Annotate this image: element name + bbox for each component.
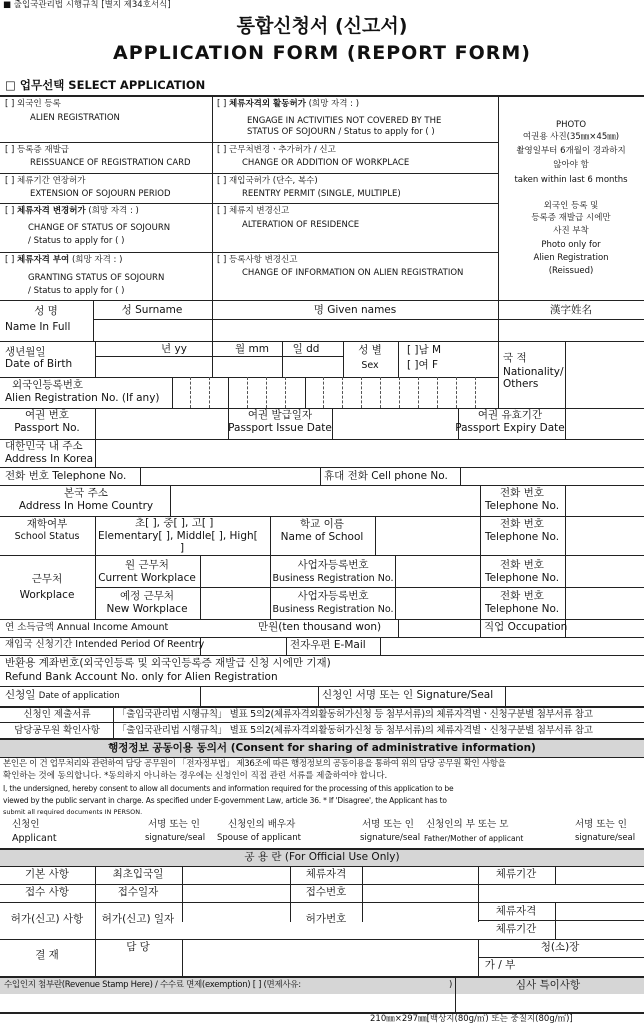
passport-issue-label-en: Passport Issue Date: [228, 422, 332, 434]
consent-parent-sign[interactable]: 서명 또는 인: [575, 819, 627, 830]
chief-label: 청(소)장: [540, 941, 580, 953]
school-level-korean[interactable]: 초[ ], 중[ ], 고[ ]: [135, 517, 214, 529]
dob-label: 생년월일: [5, 346, 46, 358]
permit-period-label: 체류기간: [495, 923, 537, 935]
school-status-label: 재학여부: [26, 518, 68, 530]
cellphone-label: 휴대 전화 Cell phone No.: [324, 470, 448, 482]
current-workplace-label: 원 근무처: [125, 559, 169, 571]
hanja-name-label: 漢字姓名: [550, 304, 592, 316]
applicant-documents-text: 「출입국관리법 시행규칙」 별표 5의2(체류자격외활동허가신청 등 첨부서류)의 체류자격별ㆍ신청구분별 첨부서류 참고: [117, 709, 593, 720]
occupation-label: 직업 Occupation: [484, 621, 568, 633]
income-unit: 만원(ten thousand won): [258, 621, 382, 633]
law-reference: ■ 출입국관리법 시행규칙 [별지 제34호서식]: [3, 0, 171, 10]
application-date-label: 신청일: [5, 689, 36, 701]
consent-text-en-2: viewed by the public servant in charge. As specified under E-government Law, article 36. * If 'Disagree', the Applicant has to: [3, 796, 447, 805]
home-address-label-en: Address In Home Country: [18, 500, 154, 512]
nationality-label-en: Nationality/: [503, 366, 564, 378]
workplace-label-en: Workplace: [19, 589, 75, 601]
school-name-label-en: Name of School: [280, 531, 364, 543]
consent-spouse-sign[interactable]: 서명 또는 인: [362, 819, 414, 830]
arn-label-en: Alien Registration No. (If any): [5, 392, 160, 404]
income-label: 연 소득금액 Annual Income Amount: [5, 622, 169, 633]
home-address-label: 본국 주소: [64, 487, 108, 499]
new-workplace-label-en: New Workplace: [106, 603, 188, 615]
consent-parent-label-en: Father/Mother of applicant: [424, 834, 524, 843]
consent-text-ko-1: 본인은 이 건 업무처리와 관련하여 담당 공무원이 「전자정부법」 제36조에 따른 행정정보의 공동이용을 통하여 위의 담당 공무원 확인 사항을: [3, 759, 506, 769]
officer-check-text: 「출입국관리법 시행규칙」 별표 5의2(체류자격외활동허가신청 등 첨부서류)의 체류자격별ㆍ신청구분별 첨부서류 참고: [117, 725, 593, 736]
current-work-tel-label-en: Telephone No.: [484, 572, 560, 584]
officer-check-label: 담당공무원 확인사항: [14, 725, 100, 736]
school-level-bracket: ]: [180, 542, 185, 554]
new-work-tel-label-en: Telephone No.: [484, 603, 560, 615]
consent-applicant-sign-en: signature/seal: [145, 833, 206, 843]
passport-expiry-label: 여권 유효기간: [477, 409, 543, 421]
application-date-label-en: Date of application: [38, 691, 120, 701]
dob-year-label: 년 yy: [161, 343, 187, 355]
passport-no-label: 여권 번호: [25, 409, 69, 421]
review-notes-label: 심사 특이사항: [515, 979, 581, 991]
sex-male-checkbox[interactable]: [ ]남 M: [407, 344, 442, 356]
passport-expiry-label-en: Passport Expiry Date: [455, 422, 565, 434]
email-label: 전자우편 E-Mail: [290, 639, 366, 651]
school-status-label-en: School Status: [14, 531, 80, 542]
refund-account-label-en: Refund Bank Account No. only for Alien Registration: [5, 671, 278, 683]
name-label-en: Name In Full: [5, 321, 71, 333]
first-entry-label: 최초입국일: [112, 868, 164, 880]
receipt-no-label: 접수번호: [305, 886, 347, 898]
sex-label-en: Sex: [361, 360, 379, 371]
address-korea-label: 대한민국 내 주소: [5, 440, 83, 452]
select-application-title: □ 업무선택 SELECT APPLICATION: [5, 78, 206, 92]
basic-info-label: 기본 사항: [25, 868, 69, 880]
title-korean: 통합신청서 (신고서): [236, 15, 408, 37]
receipt-info-label: 접수 사항: [25, 886, 69, 898]
consent-text-ko-2: 확인하는 것에 동의합니다. *동의하지 아니하는 경우에는 신청인이 직접 관련 서류를 제출하여야 합니다.: [3, 771, 388, 781]
revenue-stamp-label[interactable]: 수입인지 첨부란(Revenue Stamp Here) / 수수료 면제(exemption) [ ] (면제사유:: [4, 980, 301, 990]
applicant-documents-label: 신청인 제출서류: [23, 709, 91, 720]
permit-date-label: 허가(신고) 일자: [101, 913, 175, 925]
approval-label: 결 재: [35, 949, 59, 961]
paper-spec: 210㎜×297㎜[백상지(80g/㎡) 또는 중질지(80g/㎡)]: [370, 1014, 573, 1024]
passport-issue-label: 여권 발급일자: [247, 409, 313, 421]
address-korea-label-en: Address In Korea: [5, 453, 94, 465]
consent-spouse-sign-en: signature/seal: [360, 833, 421, 843]
arn-label: 외국인등록번호: [12, 379, 84, 391]
refund-account-label: 반환용 계좌번호(외국인등록 및 외국인등록증 재발급 신청 시에만 기재): [5, 657, 331, 669]
consent-applicant-sign[interactable]: 서명 또는 인: [148, 819, 200, 830]
new-workplace-label: 예정 근무처: [119, 590, 175, 602]
applicant-signature-label: 신청인 서명 또는 인 Signature/Seal: [322, 689, 494, 701]
official-use-title: 공 용 란 (For Official Use Only): [244, 851, 400, 863]
consent-spouse-label: 신청인의 배우자: [228, 819, 296, 830]
sex-female-checkbox[interactable]: [ ]여 F: [407, 359, 439, 371]
reentry-period-label: 재입국 신청기간 Intended Period Of Reentry: [5, 639, 205, 650]
school-level-english[interactable]: Elementary[ ], Middle[ ], High[: [98, 530, 258, 542]
nationality-label: 국 적: [503, 352, 527, 364]
current-workplace-label-en: Current Workplace: [98, 572, 196, 584]
consent-parent-sign-en: signature/seal: [575, 833, 636, 843]
new-brn-label: 사업자등록번호: [297, 590, 369, 602]
name-label: 성 명: [34, 305, 58, 317]
consent-applicant-label: 신청인: [12, 819, 40, 830]
consent-applicant-label-en: Applicant: [12, 833, 57, 844]
consent-text-en-1: I, the undersigned, hereby consent to allow all documents and information required for the processing of this application to be: [3, 784, 454, 793]
school-tel-label-en: Telephone No.: [484, 531, 560, 543]
dob-month-label: 월 mm: [235, 343, 269, 355]
consent-parent-label: 신청인의 부 또는 모: [426, 819, 509, 830]
telephone-label: 전화 번호 Telephone No.: [5, 470, 127, 482]
sex-label: 성 별: [358, 344, 382, 356]
school-name-label: 학교 이름: [300, 518, 344, 530]
current-brn-label: 사업자등록번호: [297, 559, 369, 571]
consent-spouse-label-en: Spouse of applicant: [217, 833, 301, 843]
status-label: 체류자격: [305, 868, 347, 880]
surname-label: 성 Surname: [121, 304, 183, 316]
receipt-date-label: 접수일자: [117, 886, 159, 898]
consent-text-en-3: submit all required documents IN PERSON.: [3, 808, 143, 816]
passport-no-label-en: Passport No.: [14, 422, 80, 434]
home-tel-label: 전화 번호: [500, 487, 544, 499]
given-names-label: 명 Given names: [313, 304, 397, 316]
permit-no-label: 허가번호: [305, 913, 347, 925]
approve-reject-label[interactable]: 가 / 부: [484, 959, 516, 971]
dob-day-label: 일 dd: [292, 343, 320, 355]
period-label: 체류기간: [495, 868, 537, 880]
consent-title: 행정정보 공동이용 동의서 (Consent for sharing of administrative information): [108, 742, 536, 754]
current-brn-label-en: Business Registration No.: [272, 573, 394, 584]
permit-info-label: 허가(신고) 사항: [10, 913, 84, 925]
home-tel-label-en: Telephone No.: [484, 500, 560, 512]
title-english: APPLICATION FORM (REPORT FORM): [113, 42, 531, 64]
current-work-tel-label: 전화 번호: [500, 559, 544, 571]
permit-status-label: 체류자격: [495, 905, 537, 917]
workplace-label: 근무처: [31, 573, 63, 585]
new-brn-label-en: Business Registration No.: [272, 604, 394, 615]
revenue-stamp-close: ): [449, 980, 453, 990]
officer-label: 담 당: [126, 941, 150, 953]
new-work-tel-label: 전화 번호: [500, 590, 544, 602]
school-tel-label: 전화 번호: [500, 518, 544, 530]
dob-label-en: Date of Birth: [5, 358, 73, 370]
nationality-others: Others: [503, 378, 539, 390]
